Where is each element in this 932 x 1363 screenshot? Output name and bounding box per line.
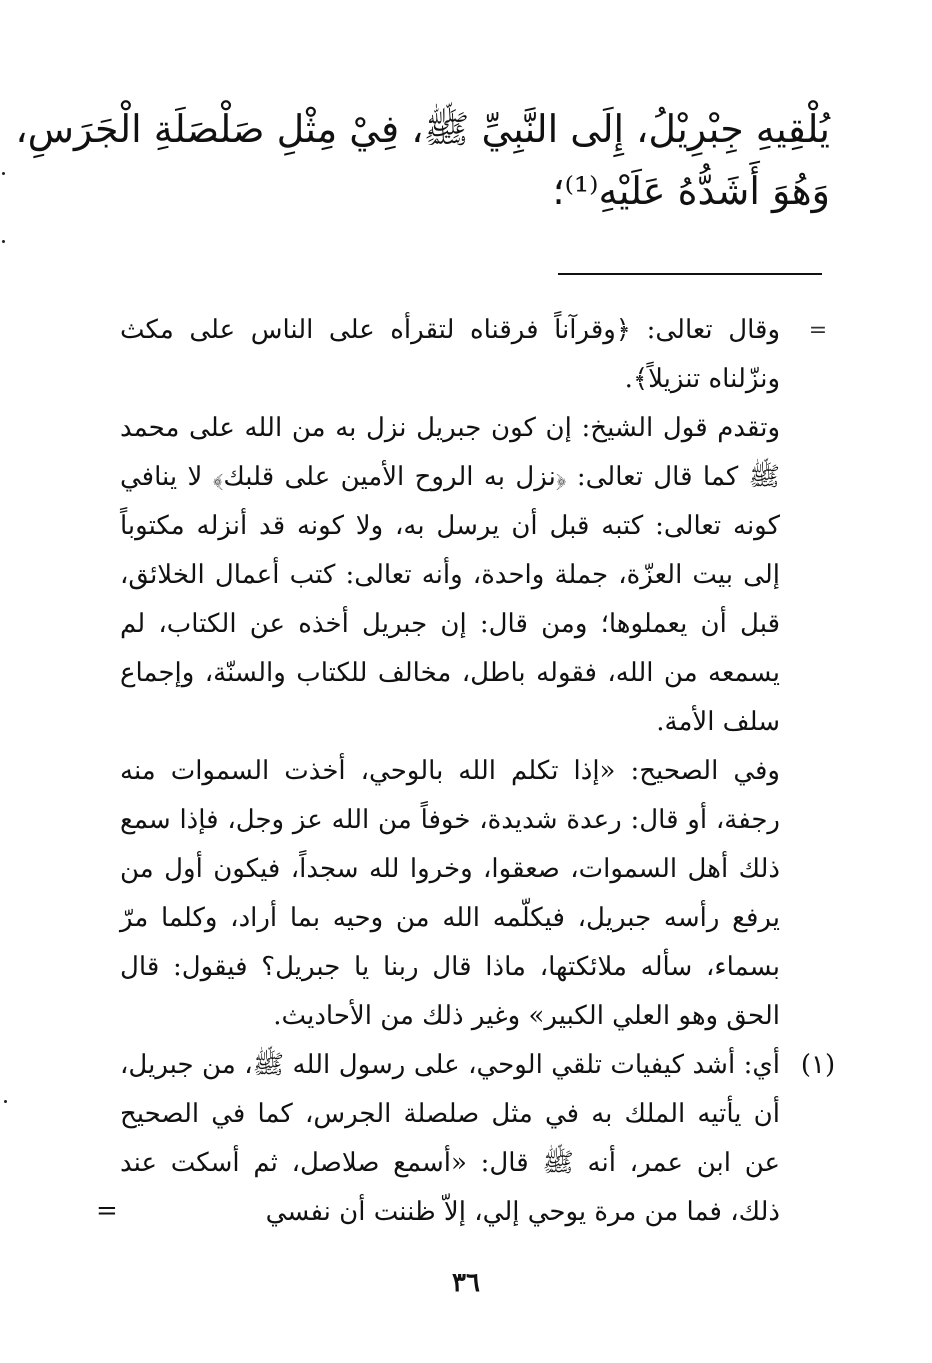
- footnote-paragraph: وقال تعالى: ﴿وقرآناً فرقناه لتقرأه على الناس على مكث ونزّلناه تنزيلاً﴾.: [120, 315, 780, 394]
- scan-speck: [2, 240, 5, 243]
- main-text-line-2: وَهُوَ أَشَدُّهُ عَلَيْهِ⁽¹⁾؛: [552, 169, 830, 213]
- main-text: [15, 98, 830, 222]
- footnote-1: [120, 1041, 840, 1237]
- carryover-footnote: [120, 306, 840, 1041]
- footnote-paragraph: وفي الصحيح: «إذا تكلم الله بالوحي، أخذت السموات منه رجفة، أو قال: رعدة شديدة، خوفاً من الله عز وجل، فإذا سمع ذلك أهل السموات، صعقوا، وخروا لله سجداً، فيكون أول من يرفع رأسه جبريل، فيكلّمه الله من وحيه بما أراد، وكلما مرّ بسماء، سأله ملائكتها، ماذا قال ربنا يا جبريل؟ فيقول: قال الحق وهو العلي الكبير» وغير ذلك من الأحاديث.: [120, 756, 780, 1031]
- footnote-1-text: أي: أشد كيفيات تلقي الوحي، على رسول الله ﷺ، من جبريل، أن يأتيه الملك به في مثل صلصلة الجرس، كما في الصحيح عن ابن عمر، أنه ﷺ قال: «أسمع صلاصل، ثم أسكت عند ذلك، فما من مرة يوحي إلي، إلاّ ظننت أن نفسي: [120, 1050, 780, 1227]
- continuation-marker: =: [96, 1196, 118, 1226]
- page-number: ٣٦: [452, 1268, 480, 1298]
- scan-speck: [4, 1100, 7, 1103]
- footnote-paragraph: وتقدم قول الشيخ: إن كون جبريل نزل به من الله على محمد ﷺ كما قال تعالى: ﴿نزل به الروح الأمين على قلبك﴾ لا ينافي كونه تعالى: كتبه قبل أن يرسل به، ولا كونه قد أنزله مكتوباً إلى بيت العزّة، جملة واحدة، وأنه تعالى: كتب أعمال الخلائق، قبل أن يعملوها؛ ومن قال: إن جبريل أخذه عن الكتاب، لم يسمعه من الله، فقوله باطل، مخالف للكتاب والسنّة، وإجماع سلف الأمة.: [120, 413, 780, 737]
- footnote-1-marker: (١): [800, 1050, 836, 1080]
- scan-speck: [2, 172, 5, 175]
- footnotes-section: [120, 306, 840, 1237]
- main-text-line-1: يُلْقِيهِ جِبْرِيْلُ، إِلَى النَّبِيِّ ﷺ، فِيْ مِثْلِ صَلْصَلَةِ الْجَرَسِ،: [15, 107, 830, 151]
- carryover-marker: =: [808, 318, 828, 343]
- footnote-divider: [558, 273, 822, 275]
